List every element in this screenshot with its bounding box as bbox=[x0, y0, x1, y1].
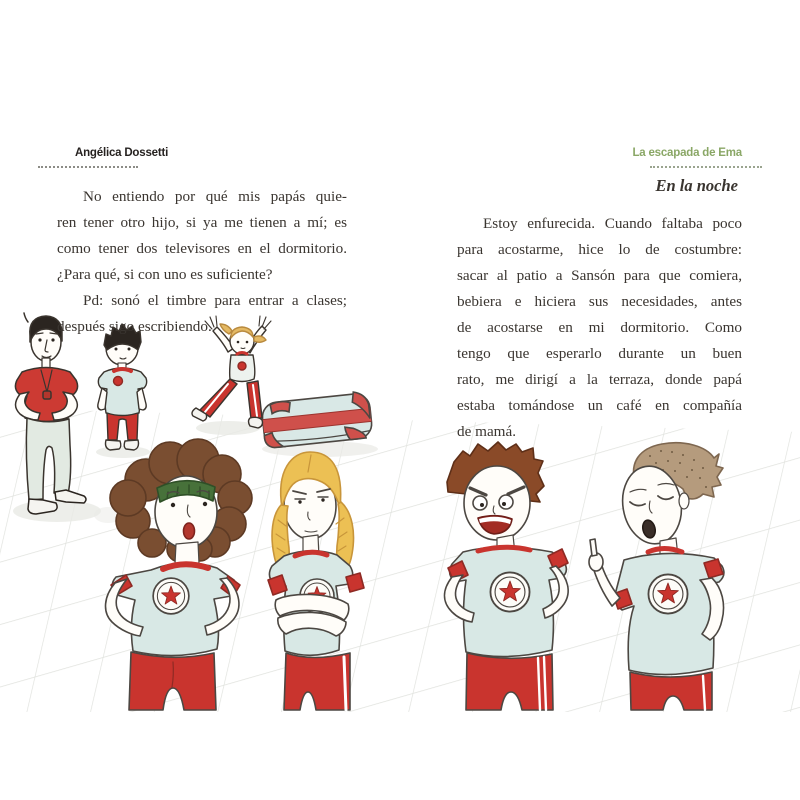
text-line: de acostarse en mi dormitorio. Como bbox=[457, 319, 742, 336]
star-logo bbox=[490, 572, 529, 611]
text-line: tengo que esperarlo durante un buen bbox=[457, 345, 742, 362]
left-dotted-rule bbox=[38, 166, 138, 168]
text-line: Estoy enfurecida. Cuando faltaba poco bbox=[483, 215, 742, 232]
star-logo bbox=[648, 574, 687, 613]
right-dotted-rule bbox=[650, 166, 762, 168]
text-line: después sigo escribiendo. bbox=[57, 318, 212, 335]
text-line: sacar al patio a Sansón para que comiera, bbox=[457, 267, 742, 284]
running-head-author: Angélica Dossetti bbox=[75, 147, 169, 159]
text-line: ¿Para qué, si con uno es suficiente? bbox=[57, 266, 273, 283]
star-logo bbox=[153, 578, 189, 614]
text-line: de mamá. bbox=[457, 423, 517, 440]
right-page-text bbox=[457, 176, 742, 445]
text-line: para acostarme, hice lo de costumbre: bbox=[457, 241, 742, 258]
left-page-text bbox=[57, 184, 347, 340]
text-line: rato, me dirigí a la terraza, donde papá bbox=[457, 371, 742, 388]
text-line: ren tener otro hijo, si ya me tienen a mí; es bbox=[57, 214, 347, 231]
section-heading: En la noche bbox=[655, 176, 738, 195]
text-line: bebiera e hiciera sus necesidades, antes bbox=[457, 293, 742, 310]
text-line: estaba tomándose un café en compañía bbox=[457, 397, 742, 414]
text-line: Pd: sonó el timbre para entrar a clases; bbox=[83, 292, 347, 309]
text-line: como tener dos televisores en el dormitorio. bbox=[57, 240, 347, 257]
running-head-title: La escapada de Ema bbox=[632, 147, 742, 159]
text-line: No entiendo por qué mis papás quie- bbox=[83, 188, 347, 205]
